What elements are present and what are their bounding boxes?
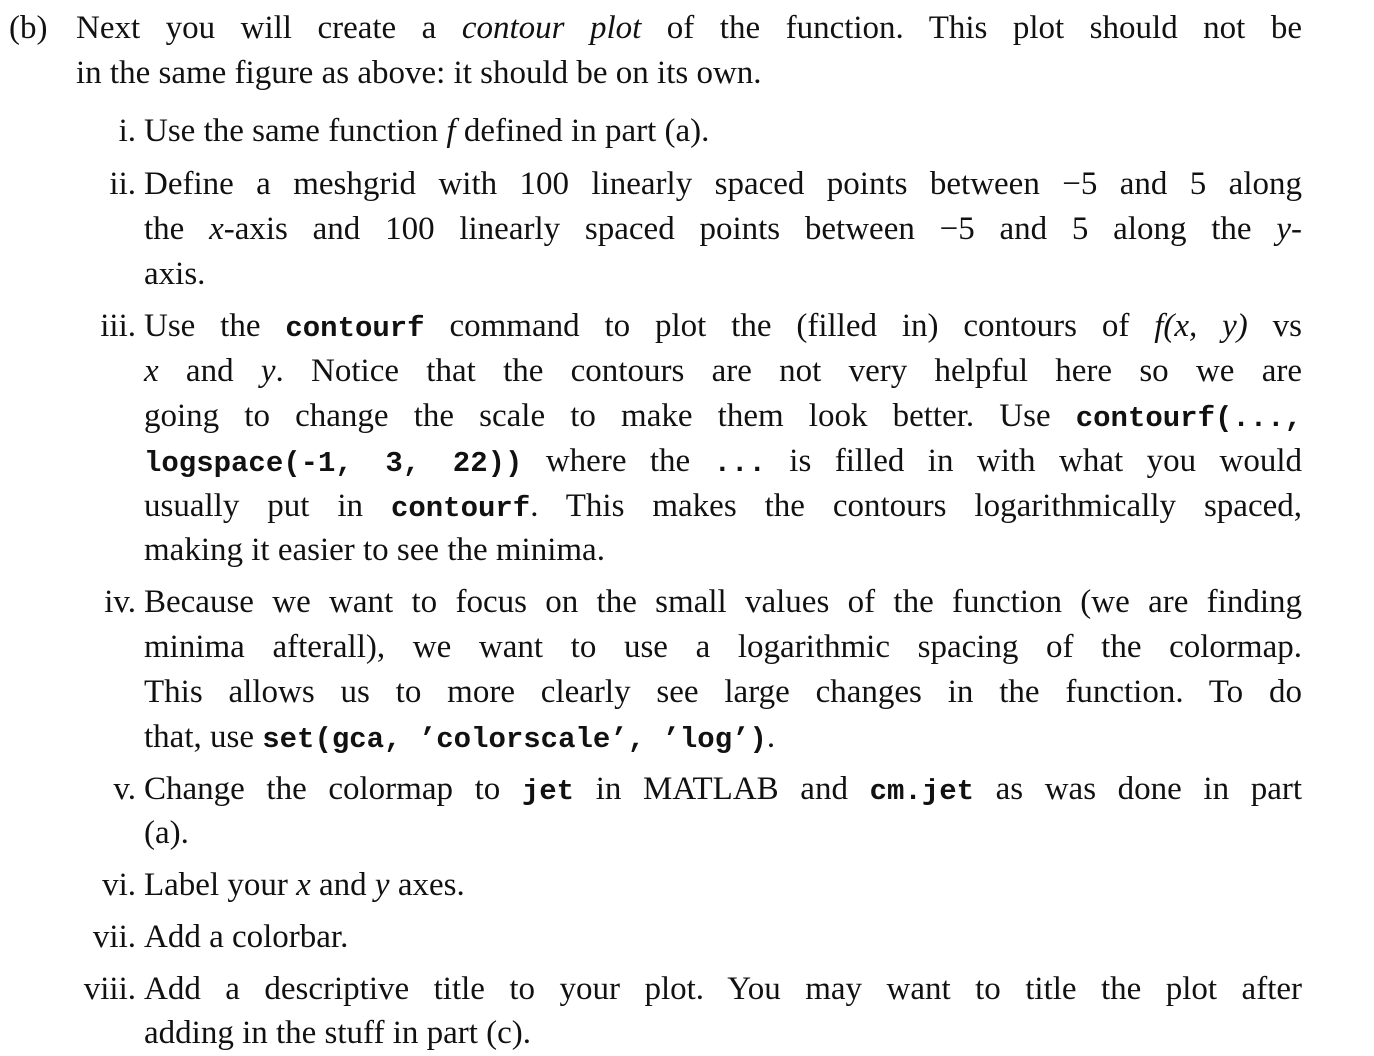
code-set-colorscale: set(gca, ’colorscale’, ’log’) (262, 723, 767, 756)
item-iv-line-4: that, use set(gca, ’colorscale’, ’log’). (144, 719, 776, 756)
intro-line-1: Next you will create a contour plot of the function. This plot should not be (76, 10, 1302, 46)
item-iv-numeral: iv. (104, 584, 136, 620)
math-fxy: f(x, y) (1154, 308, 1248, 344)
item-vi-line-1: Label your x and y axes. (144, 867, 465, 903)
item-vi-numeral: vi. (102, 867, 136, 903)
item-i-numeral: i. (118, 113, 136, 149)
matlab-smallcaps: MATLAB (643, 771, 779, 807)
item-vii-line-1: Add a colorbar. (144, 919, 349, 955)
item-v-numeral: v. (113, 771, 136, 807)
item-viii-line-2: adding in the stuff in part (c). (144, 1015, 532, 1051)
item-ii-numeral: ii. (109, 166, 136, 202)
item-v-line-1: Change the colormap to jet in MATLAB and cm.jet as was done in part (144, 771, 1303, 808)
item-iv-line-3: This allows us to more clearly see large changes in the function. To do (144, 674, 1302, 710)
math-f: f (446, 113, 456, 149)
item-viii-line-1: Add a descriptive title to your plot. You may want to title the plot after (144, 971, 1302, 1007)
item-iii-line-5: usually put in contourf. This makes the contours logarithmically spaced, (144, 488, 1302, 525)
item-iv-line-1: Because we want to focus on the small values of the function (we are finding (144, 584, 1302, 620)
code-cm-jet: cm.jet (869, 775, 974, 808)
item-vii-numeral: vii. (92, 919, 136, 955)
item-viii-numeral: viii. (83, 971, 136, 1007)
item-iii-line-3: going to change the scale to make them look better. Use contourf(..., (144, 398, 1302, 435)
code-logspace: logspace(-1, 3, 22)) (144, 447, 523, 480)
item-iii-line-2: x and y. Notice that the contours are not very helpful here so we are (144, 353, 1302, 389)
item-v-line-2: (a). (144, 815, 189, 851)
item-iii-numeral: iii. (100, 308, 136, 344)
item-i-line-1: Use the same function f defined in part (a). (144, 113, 710, 149)
item-ii-line-1: Define a meshgrid with 100 linearly spaced points between −5 and 5 along (144, 166, 1302, 202)
part-label: (b) (9, 10, 48, 46)
item-iii-line-1: Use the contourf command to plot the (filled in) contours of f(x, y) vs (144, 308, 1302, 345)
item-iii-line-4: logspace(-1, 3, 22)) where the ... is filled in with what you would (144, 443, 1302, 480)
item-iii-line-6: making it easier to see the minima. (144, 532, 605, 568)
item-ii-line-2: the x-axis and 100 linearly spaced points between −5 and 5 along the y- (144, 211, 1302, 247)
item-ii-line-3: axis. (144, 256, 206, 292)
intro-line-2: in the same figure as above: it should be on its own. (76, 55, 762, 91)
item-iv-line-2: minima afterall), we want to use a logarithmic spacing of the colormap. (144, 629, 1302, 665)
code-contourf-args: contourf(..., (1075, 402, 1302, 435)
emphasis-contour-plot: contour plot (461, 10, 642, 46)
code-jet: jet (521, 775, 575, 808)
code-contourf: contourf (285, 312, 425, 345)
